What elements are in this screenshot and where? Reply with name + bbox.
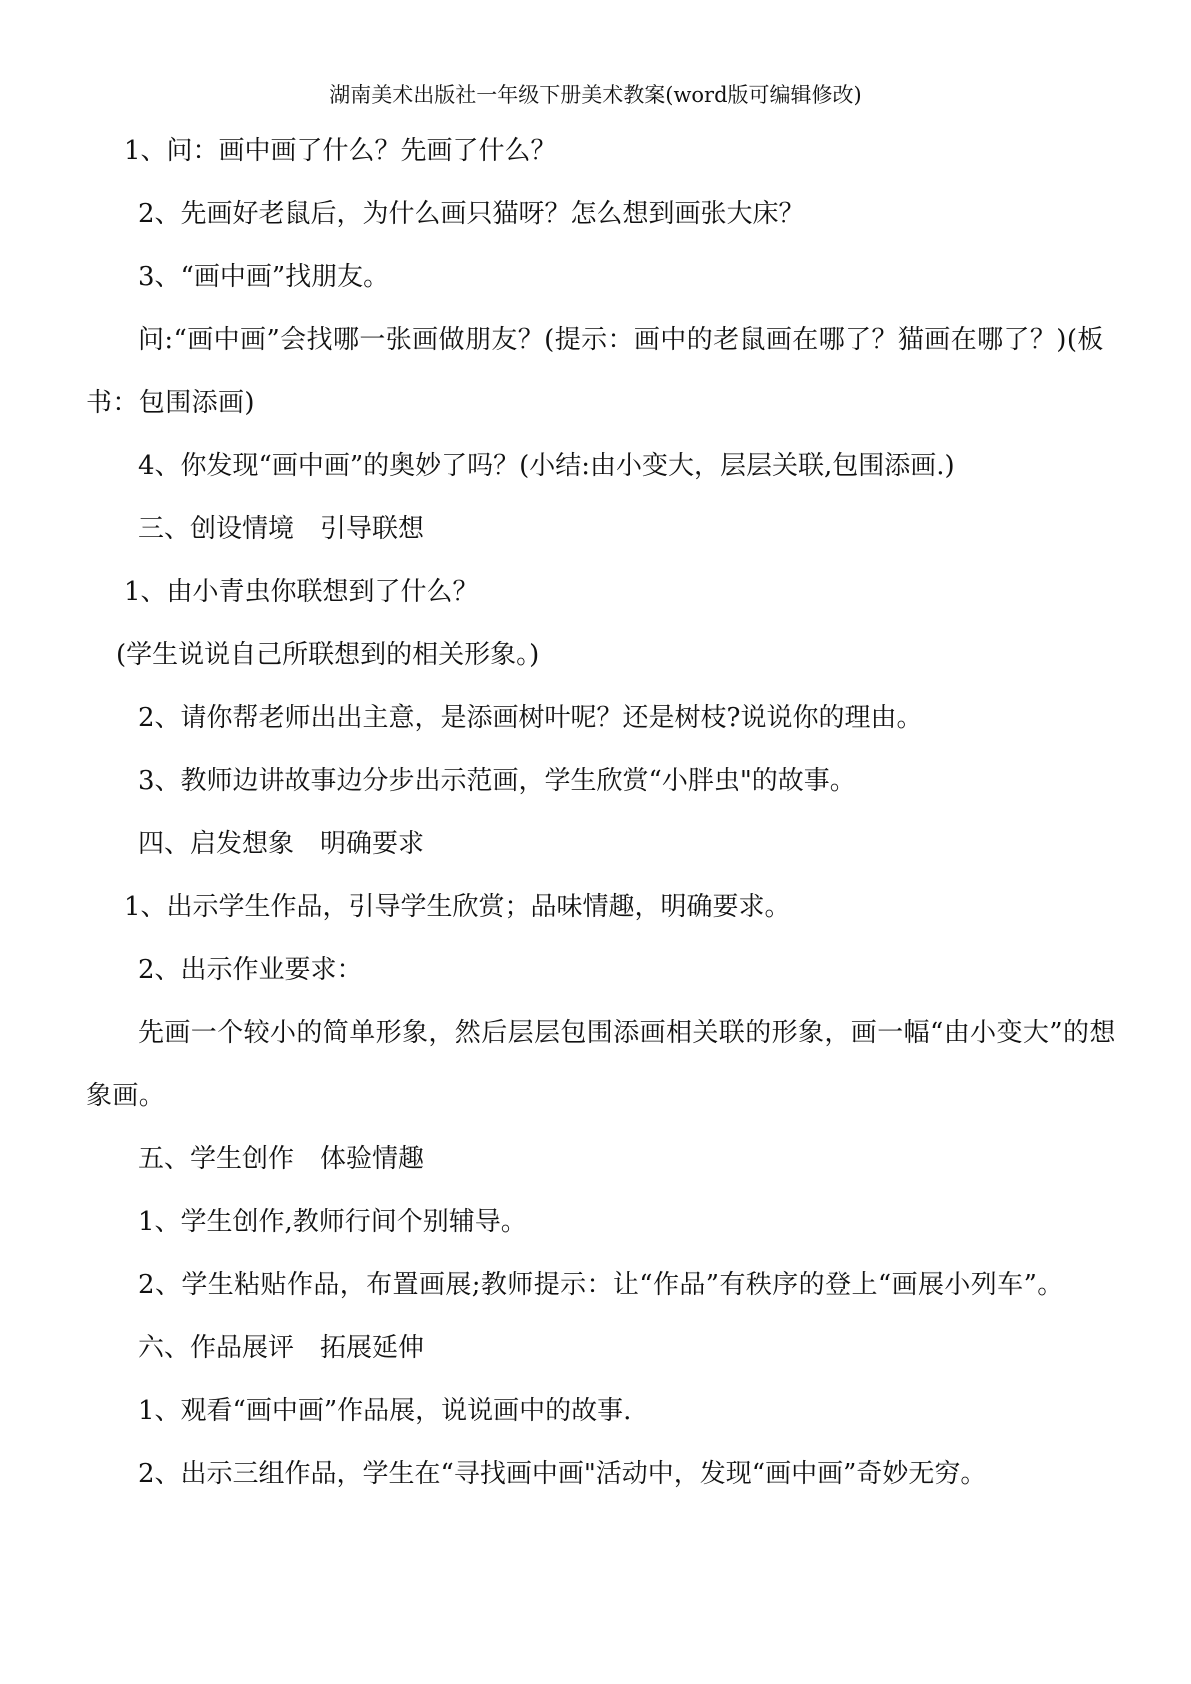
paragraph: 2、出示作业要求： (138, 955, 363, 985)
page-header: 湖南美术出版社一年级下册美术教案(word版可编辑修改) (329, 83, 862, 107)
paragraph: 1、学生创作,教师行间个别辅导。 (138, 1207, 527, 1237)
paragraph: 2、先画好老鼠后，为什么画只猫呀？怎么想到画张大床？ (138, 199, 805, 229)
paragraph: 2、出示三组作品，学生在“寻找画中画"活动中，发现“画中画”奇妙无穷。 (138, 1459, 987, 1489)
paragraph: 1、观看“画中画”作品展，说说画中的故事. (138, 1396, 632, 1426)
section-heading: 三、创设情境 引导联想 (138, 514, 425, 544)
paragraph: 3、教师边讲故事边分步出示范画，学生欣赏“小胖虫"的故事。 (138, 766, 856, 796)
paragraph: 2、请你帮老师出出主意，是添画树叶呢？还是树枝?说说你的理由。 (138, 703, 923, 733)
section-heading: 六、作品展评 拓展延伸 (138, 1333, 425, 1363)
paragraph: 1、出示学生作品，引导学生欣赏；品味情趣，明确要求。 (124, 892, 791, 922)
paragraph: 问:“画中画”会找哪一张画做朋友？(提示：画中的老鼠画在哪了？猫画在哪了？)(板书：包围添画) (86, 325, 1104, 418)
paragraph: 2、学生粘贴作品，布置画展;教师提示：让“作品”有秩序的登上“画展小列车”。 (138, 1270, 1064, 1300)
paragraph: 3、“画中画”找朋友。 (138, 262, 390, 292)
paragraph: (学生说说自己所联想到的相关形象。) (116, 640, 540, 670)
paragraph: 先画一个较小的简单形象，然后层层包围添画相关联的形象，画一幅“由小变大”的想象画。 (86, 1018, 1116, 1111)
paragraph: 4、你发现“画中画”的奥妙了吗？(小结:由小变大，层层关联,包围添画.) (138, 451, 955, 481)
document-body (86, 120, 1120, 1506)
section-heading: 五、学生创作 体验情趣 (138, 1144, 425, 1174)
paragraph: 1、由小青虫你联想到了什么？ (124, 577, 479, 607)
paragraph: 1、问：画中画了什么？先画了什么？ (124, 136, 557, 166)
section-heading: 四、启发想象 明确要求 (138, 829, 425, 859)
